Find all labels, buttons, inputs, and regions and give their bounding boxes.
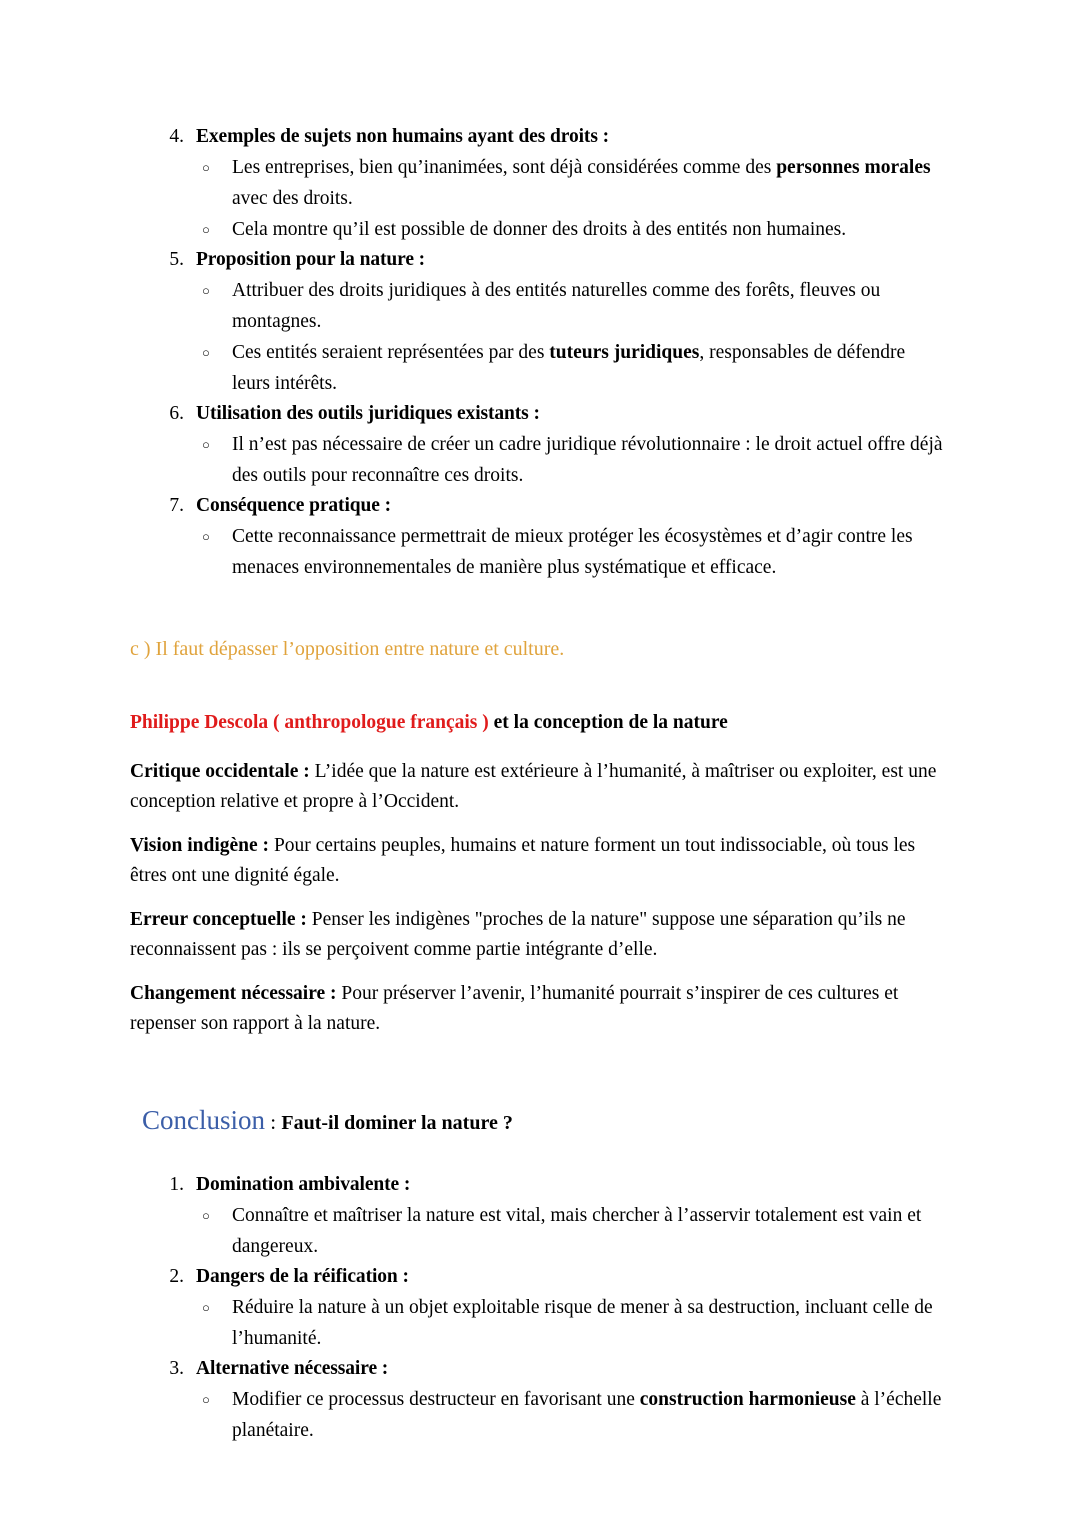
list-item-title: Dangers de la réification : bbox=[196, 1266, 409, 1287]
conclusion-heading bbox=[130, 1103, 945, 1142]
descola-heading-rest: et la conception de la nature bbox=[488, 712, 728, 733]
sub-list-item bbox=[196, 429, 945, 491]
list-item-title: Exemples de sujets non humains ayant des droits : bbox=[196, 126, 609, 147]
paragraph-critique-occidentale bbox=[130, 757, 945, 817]
circle-bullet-icon: ○ bbox=[202, 283, 210, 298]
sub-list-item bbox=[196, 1384, 945, 1446]
spacer bbox=[130, 965, 945, 979]
paragraph-text: L’idée que la nature est extérieure à l’humanité, à maîtriser ou exploiter, est une conception relative et propre à l’Occident. bbox=[130, 761, 937, 812]
list-number: 3. bbox=[169, 1358, 184, 1379]
list-item bbox=[130, 399, 945, 491]
sub-list bbox=[196, 1292, 945, 1354]
sub-list bbox=[196, 1200, 945, 1262]
list-item bbox=[130, 1170, 945, 1262]
spacer bbox=[130, 817, 945, 831]
circle-bullet-icon: ○ bbox=[202, 437, 210, 452]
sub-list-text-pre: Cette reconnaissance permettrait de mieux protéger les écosystèmes et d’agir contre les menaces environnementales de manière plus systématique et efficace. bbox=[232, 526, 913, 578]
sub-list-item bbox=[196, 152, 945, 214]
list-item-title: Proposition pour la nature : bbox=[196, 249, 426, 270]
sub-list bbox=[196, 1384, 945, 1446]
sub-list-item bbox=[196, 275, 945, 337]
paragraph-text: Penser les indigènes "proches de la nature" suppose une séparation qu’ils ne reconnaissent pas : ils se perçoivent comme partie intégrante d’elle. bbox=[130, 909, 906, 960]
paragraph-vision-indigene bbox=[130, 831, 945, 891]
circle-bullet-icon: ○ bbox=[202, 1392, 210, 1407]
list-item-title: Utilisation des outils juridiques existants : bbox=[196, 403, 540, 424]
document-content bbox=[130, 122, 945, 1446]
paragraph-label: Erreur conceptuelle : bbox=[130, 909, 307, 930]
list-item bbox=[130, 1354, 945, 1446]
circle-bullet-icon: ○ bbox=[202, 345, 210, 360]
circle-bullet-icon: ○ bbox=[202, 1208, 210, 1223]
list-item bbox=[130, 122, 945, 245]
spacer bbox=[130, 663, 945, 709]
list-number: 1. bbox=[169, 1174, 184, 1195]
sub-list-text-post: avec des droits. bbox=[232, 188, 353, 209]
sub-list-item bbox=[196, 1200, 945, 1262]
sub-list-item bbox=[196, 214, 945, 245]
paragraph-label: Changement nécessaire : bbox=[130, 983, 337, 1004]
circle-bullet-icon: ○ bbox=[202, 222, 210, 237]
sub-list-item bbox=[196, 521, 945, 583]
spacer bbox=[130, 1142, 945, 1170]
circle-bullet-icon: ○ bbox=[202, 1300, 210, 1315]
sub-list bbox=[196, 429, 945, 491]
sub-list bbox=[196, 275, 945, 399]
sub-list-text-bold: tuteurs juridiques bbox=[549, 342, 700, 363]
list-item-title: Domination ambivalente : bbox=[196, 1174, 411, 1195]
sub-list bbox=[196, 521, 945, 583]
spacer bbox=[130, 891, 945, 905]
circle-bullet-icon: ○ bbox=[202, 529, 210, 544]
conclusion-subtitle: Faut-il dominer la nature ? bbox=[281, 1112, 513, 1134]
spacer bbox=[130, 737, 945, 757]
descola-heading bbox=[130, 709, 945, 737]
sub-list-text-pre: Ces entités seraient représentées par des bbox=[232, 342, 550, 363]
sub-list-text-pre: Les entreprises, bien qu’inanimées, sont déjà considérées comme des bbox=[232, 157, 777, 178]
numbered-list-conclusion bbox=[130, 1170, 945, 1446]
sub-list-text-pre: Modifier ce processus destructeur en favorisant une bbox=[232, 1389, 640, 1410]
sub-list-text-pre: Réduire la nature à un objet exploitable risque de mener à sa destruction, incluant celle de l’humanité. bbox=[232, 1297, 933, 1349]
descola-name-highlight: Philippe Descola ( anthropologue français ) bbox=[130, 712, 489, 733]
sub-list-text-bold: personnes morales bbox=[776, 157, 931, 178]
paragraph-text: Pour certains peuples, humains et nature forment un tout indissociable, où tous les êtres ont une dignité égale. bbox=[130, 835, 916, 886]
paragraph-label: Vision indigène : bbox=[130, 835, 270, 856]
list-item bbox=[130, 491, 945, 583]
section-heading-c: c ) Il faut dépasser l’opposition entre nature et culture. bbox=[130, 638, 565, 660]
sub-list-item bbox=[196, 337, 945, 399]
numbered-list-upper bbox=[130, 122, 945, 583]
list-number: 7. bbox=[169, 495, 184, 516]
spacer bbox=[130, 583, 945, 635]
list-item-title: Conséquence pratique : bbox=[196, 495, 391, 516]
sub-list-text-post: , responsables de défendre leurs intérêts. bbox=[232, 342, 906, 394]
sub-list-text-pre: Connaître et maîtriser la nature est vital, mais chercher à l’asservir totalement est vain et dangereux. bbox=[232, 1205, 922, 1257]
list-item-title: Alternative nécessaire : bbox=[196, 1358, 389, 1379]
list-number: 4. bbox=[169, 126, 184, 147]
sub-list-item bbox=[196, 1292, 945, 1354]
list-item bbox=[130, 245, 945, 399]
list-number: 5. bbox=[169, 249, 184, 270]
sub-list-text-pre: Il n’est pas nécessaire de créer un cadre juridique révolutionnaire : le droit actuel offre déjà des outils pour reconnaître ces droits. bbox=[232, 434, 943, 486]
sub-list-text-pre: Attribuer des droits juridiques à des entités naturelles comme des forêts, fleuves ou montagnes. bbox=[232, 280, 881, 332]
sub-list bbox=[196, 152, 945, 245]
list-number: 2. bbox=[169, 1266, 184, 1287]
list-number: 6. bbox=[169, 403, 184, 424]
conclusion-separator: : bbox=[265, 1110, 282, 1134]
list-item bbox=[130, 1262, 945, 1354]
paragraph-erreur-conceptuelle bbox=[130, 905, 945, 965]
conclusion-label: Conclusion bbox=[142, 1105, 266, 1135]
paragraph-changement-necessaire bbox=[130, 979, 945, 1039]
sub-list-text-post: à l’échelle planétaire. bbox=[232, 1389, 942, 1441]
spacer bbox=[130, 1039, 945, 1103]
paragraph-label: Critique occidentale : bbox=[130, 761, 310, 782]
circle-bullet-icon: ○ bbox=[202, 160, 210, 175]
sub-list-text-bold: construction harmonieuse bbox=[639, 1389, 856, 1410]
paragraph-text: Pour préserver l’avenir, l’humanité pourrait s’inspirer de ces cultures et repenser son rapport à la nature. bbox=[130, 983, 899, 1034]
sub-list-text-pre: Cela montre qu’il est possible de donner des droits à des entités non humaines. bbox=[232, 219, 847, 240]
